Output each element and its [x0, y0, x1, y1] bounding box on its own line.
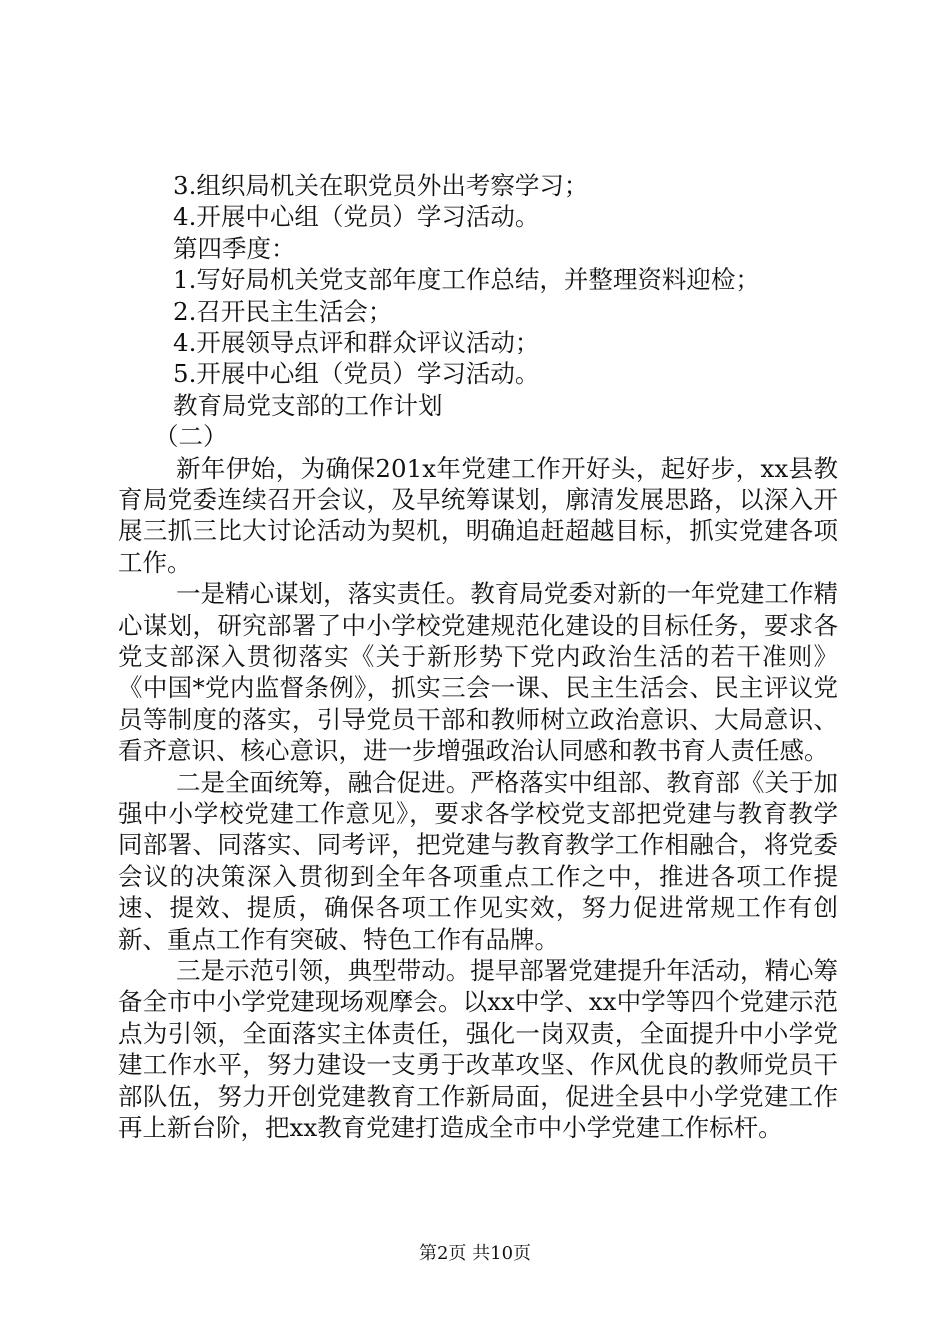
paragraph-two: 二是全面统筹，融合促进。严格落实中组部、教育部《关于加强中小学校党建工作意见》，要求各学校党支部把党建与教育教学同部署、同落实、同考评，把党建与教育教学工作相融合，将党委会议的决策深入贯彻到全年各项重点工作之中，推进各项工作提速、提效、提质，确保各项工作见实效，努力促进常规工作有创新、重点工作有突破、特色工作有品牌。: [118, 767, 838, 954]
list-item: 2.召开民主生活会；: [173, 296, 393, 326]
paragraph-one: 一是精心谋划，落实责任。教育局党委对新的一年党建工作精心谋划，研究部署了中小学校党建规范化建设的目标任务，要求各党支部深入贯彻落实《关于新形势下党内政治生活的若干准则》《中国*党内监督条例》，抓实三会一课、民主生活会、民主评议党员等制度的落实，引导党员干部和教师树立政治意识、大局意识、看齐意识、核心意识，进一步增强政治认同感和教书育人责任感。: [118, 579, 838, 766]
list-item: 1.写好局机关党支部年度工作总结，并整理资料迎检；: [173, 265, 760, 295]
list-item: 3.组织局机关在职党员外出考察学习；: [173, 171, 589, 200]
page-footer: 第2页 共10页: [418, 1243, 532, 1264]
list-item: 5.开展中心组（党员）学习活动。: [173, 359, 540, 389]
document-body: [118, 170, 838, 1143]
list-item: 4.开展中心组（党员）学习活动。: [173, 202, 540, 232]
paragraph-three: 三是示范引领，典型带动。提早部署党建提升年活动，精心筹备全市中小学党建现场观摩会。以xx中学、xx中学等四个党建示范点为引领，全面落实主体责任，强化一岗双责，全面提升中小学党建工作水平，努力建设一支勇于改革攻坚、作风优良的教师党员干部队伍，努力开创党建教育工作新局面，促进全县中小学党建工作再上新台阶，把xx教育党建打造成全市中小学党建工作标杆。: [118, 956, 838, 1143]
section-heading: 第四季度：: [173, 233, 296, 263]
document-title: 教育局党支部的工作计划: [173, 390, 443, 420]
section-number: （二）: [154, 422, 228, 452]
list-item: 4.开展领导点评和群众评议活动；: [173, 327, 540, 357]
paragraph-intro: 新年伊始，为确保201x年党建工作开好头，起好步，xx县教育局党委连续召开会议，及早统筹谋划，廓清发展思路，以深入开展三抓三比大讨论活动为契机，明确追赶超越目标，抓实党建各项工作。: [118, 453, 838, 577]
